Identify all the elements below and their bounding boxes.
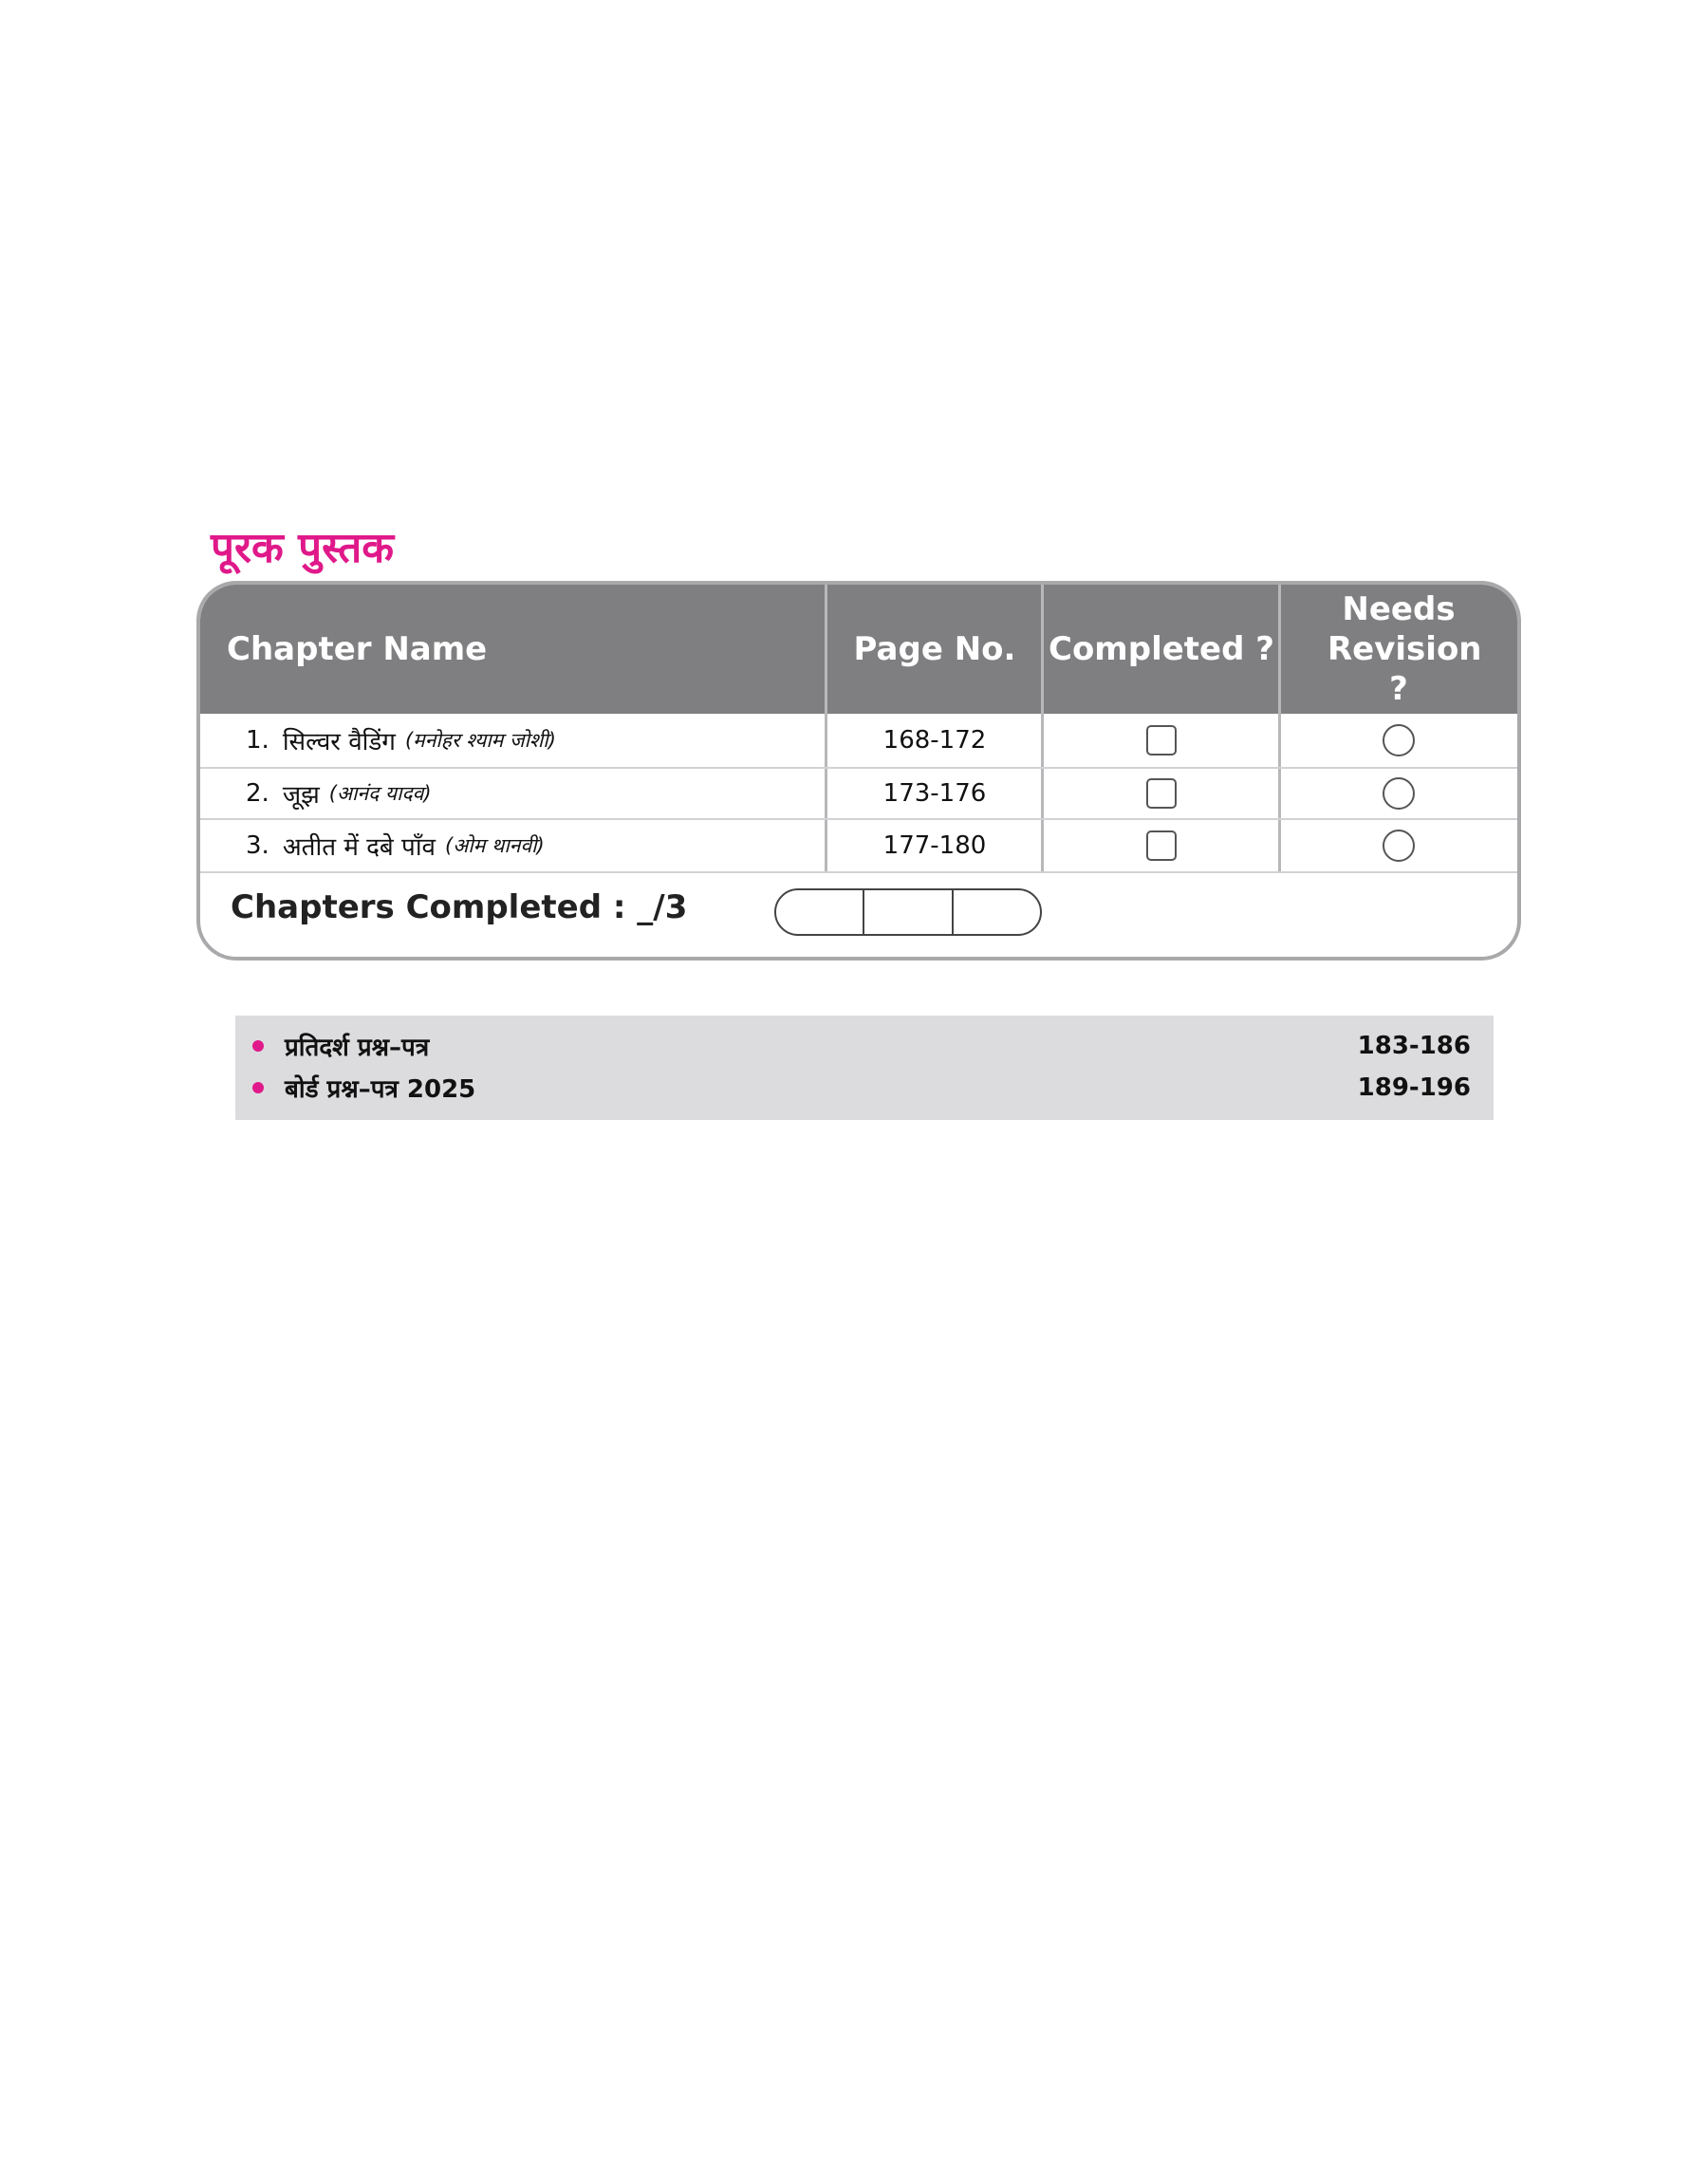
bullet-icon — [252, 1082, 264, 1093]
chapter-number: 3. — [246, 831, 269, 860]
chapter-number: 1. — [246, 726, 269, 755]
completed-cell — [1043, 820, 1280, 871]
revision-cell — [1280, 820, 1517, 871]
bullet-icon — [252, 1040, 264, 1052]
chapters-completed-summary: Chapters Completed : _/3 — [231, 888, 688, 926]
header-page-no: Page No. — [853, 630, 1016, 668]
chapter-title: जूझ — [282, 781, 320, 810]
chapter-tracker-table — [196, 581, 1521, 961]
table-row — [200, 820, 1517, 873]
chapter-pages: 173-176 — [882, 779, 987, 808]
chapter-author: (मनोहर श्याम जोशी) — [404, 729, 556, 752]
chapter-title: सिल्वर वैडिंग — [282, 728, 396, 756]
section-title: पूरक पुस्तक — [211, 524, 395, 572]
completed-checkbox[interactable] — [1146, 778, 1177, 809]
chapter-name-cell — [200, 820, 826, 871]
completed-cell — [1043, 769, 1280, 818]
revision-cell — [1280, 714, 1517, 767]
header-completed: Completed ? — [1049, 630, 1274, 668]
table-header — [200, 585, 1517, 714]
chapter-pages: 168-172 — [882, 726, 987, 755]
completed-cell — [1043, 714, 1280, 767]
chapter-title: अतीत में दबे पाँव — [282, 833, 436, 862]
chapter-name-cell — [200, 714, 826, 767]
header-chapter-name: Chapter Name — [227, 630, 488, 668]
completed-checkbox[interactable] — [1146, 725, 1177, 756]
header-needs-revision-label: Needs Revision ? — [1327, 590, 1482, 708]
needs-revision-radio[interactable] — [1383, 830, 1415, 862]
paper-pages: 189-196 — [1357, 1073, 1471, 1102]
chapter-author: (आनंद यादव) — [328, 782, 432, 805]
chapter-number: 2. — [246, 779, 269, 808]
chapter-name-cell — [200, 769, 826, 818]
list-item — [245, 1067, 1471, 1109]
paper-label: प्रतिदर्श प्रश्न–पत्र — [285, 1034, 430, 1062]
paper-label: बोर्ड प्रश्न–पत्र 2025 — [285, 1075, 476, 1104]
progress-segment[interactable] — [864, 890, 953, 934]
extra-papers-box — [235, 1016, 1494, 1120]
header-needs-revision — [1280, 585, 1517, 714]
revision-cell — [1280, 769, 1517, 818]
progress-segment[interactable] — [954, 890, 1040, 934]
paper-pages: 183-186 — [1357, 1032, 1471, 1060]
table-row — [200, 714, 1517, 769]
progress-pill — [774, 888, 1042, 936]
list-item — [245, 1025, 1471, 1067]
needs-revision-radio[interactable] — [1383, 777, 1415, 810]
progress-segment[interactable] — [776, 890, 864, 934]
chapter-author: (ओम थानवी) — [445, 834, 545, 857]
chapter-pages: 177-180 — [882, 831, 987, 860]
needs-revision-radio[interactable] — [1383, 724, 1415, 756]
table-row — [200, 769, 1517, 820]
completed-checkbox[interactable] — [1146, 830, 1177, 861]
